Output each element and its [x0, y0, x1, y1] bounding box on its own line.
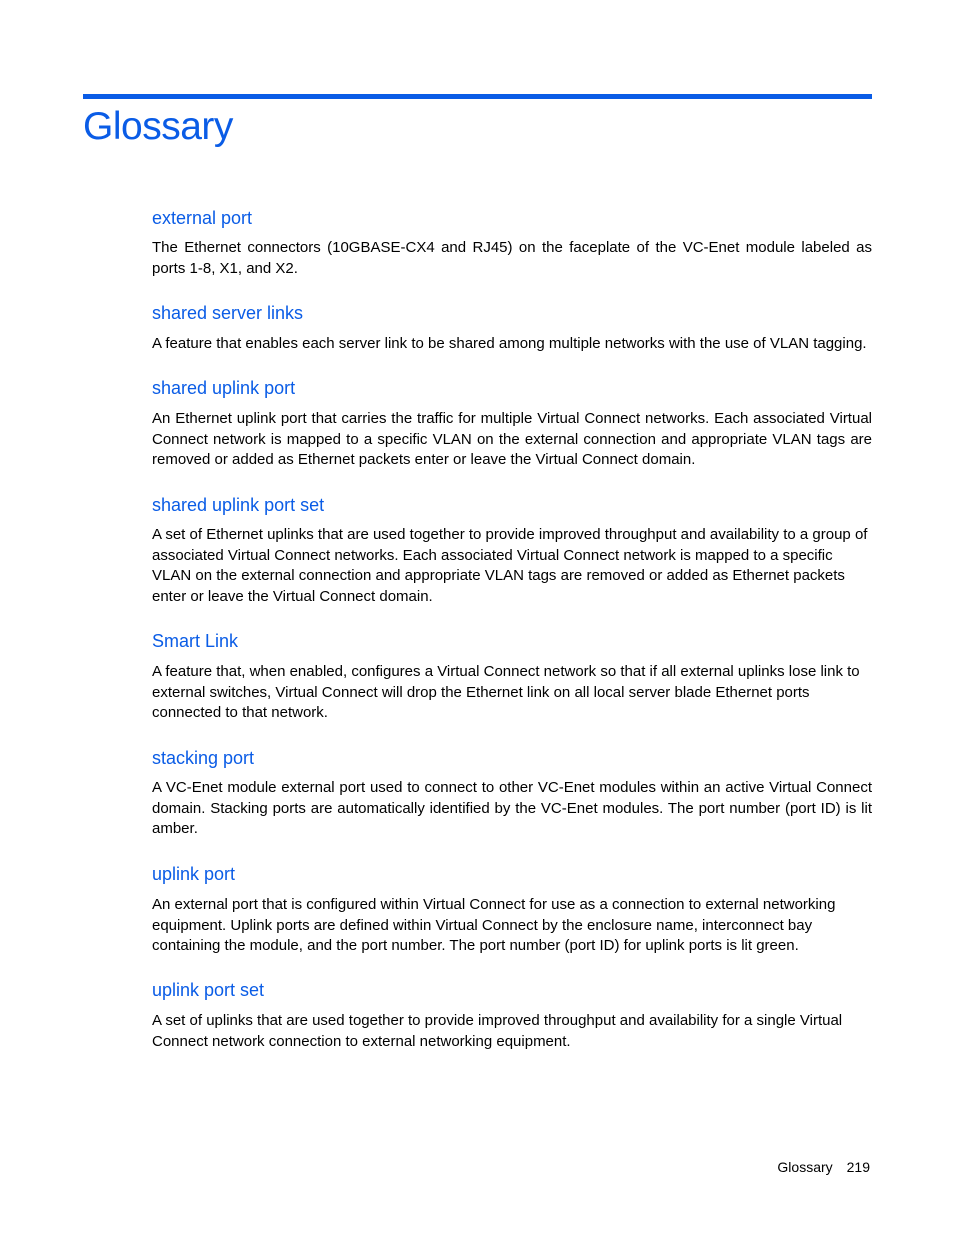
glossary-entry	[152, 302, 872, 355]
footer-page-number: 219	[846, 1159, 870, 1175]
glossary-entry	[152, 494, 872, 607]
glossary-definition: An Ethernet uplink port that carries the traffic for multiple Virtual Connect networks. Each associated Virtual Connect network is mapped to a specific VLAN on the external connection and appropriate VLAN tags are removed or added as Ethernet packets enter or leave the Virtual Connect domain.	[152, 410, 872, 469]
glossary-entry	[152, 863, 872, 957]
glossary-definition: An external port that is configured within Virtual Connect for use as a connection to external networking equipment. Uplink ports are defined within Virtual Connect by the enclosure name, interconnect bay containing the module, and the port number. The port number (port ID) for uplink ports is lit green.	[152, 896, 836, 955]
glossary-term: shared uplink port set	[152, 495, 325, 515]
glossary-term: stacking port	[152, 748, 255, 768]
glossary-entry	[152, 979, 872, 1052]
glossary-term: shared server links	[152, 303, 304, 323]
glossary-term: external port	[152, 208, 253, 228]
glossary-term: Smart Link	[152, 631, 239, 651]
title-rule	[83, 94, 872, 99]
glossary-entry	[152, 630, 872, 724]
glossary-definition: A feature that, when enabled, configures a Virtual Connect network so that if all external uplinks lose link to external switches, Virtual Connect will drop the Ethernet link on all local server blade Ethernet ports connected to that network.	[152, 663, 860, 722]
glossary-definition: The Ethernet connectors (10GBASE-CX4 and RJ45) on the faceplate of the VC-Enet module labeled as ports 1-8, X1, and X2.	[152, 239, 872, 277]
glossary-term: uplink port	[152, 864, 236, 884]
footer-section-label: Glossary	[777, 1159, 833, 1175]
glossary-entry	[152, 377, 872, 471]
glossary-definition: A feature that enables each server link to be shared among multiple networks with the use of VLAN tagging.	[152, 335, 867, 352]
glossary-entry	[152, 747, 872, 840]
glossary-definition: A set of Ethernet uplinks that are used together to provide improved throughput and availability to a group of associated Virtual Connect networks. Each associated Virtual Connect network is mapped to a specific VLAN on the external connection and appropriate VLAN tags are removed or added as Ethernet packets enter or leave the Virtual Connect domain.	[152, 526, 868, 605]
glossary-term: uplink port set	[152, 980, 265, 1000]
page-title: Glossary	[83, 105, 233, 148]
page-footer	[777, 1158, 870, 1176]
glossary-entry	[152, 207, 872, 279]
glossary-definition: A set of uplinks that are used together to provide improved throughput and availability for a single Virtual Connect network connection to external networking equipment.	[152, 1012, 843, 1050]
glossary-definition: A VC-Enet module external port used to connect to other VC-Enet modules within an active Virtual Connect domain. Stacking ports are automatically identified by the VC-Enet modules. The port number (port ID) is lit amber.	[152, 779, 872, 838]
glossary-term: shared uplink port	[152, 378, 296, 398]
